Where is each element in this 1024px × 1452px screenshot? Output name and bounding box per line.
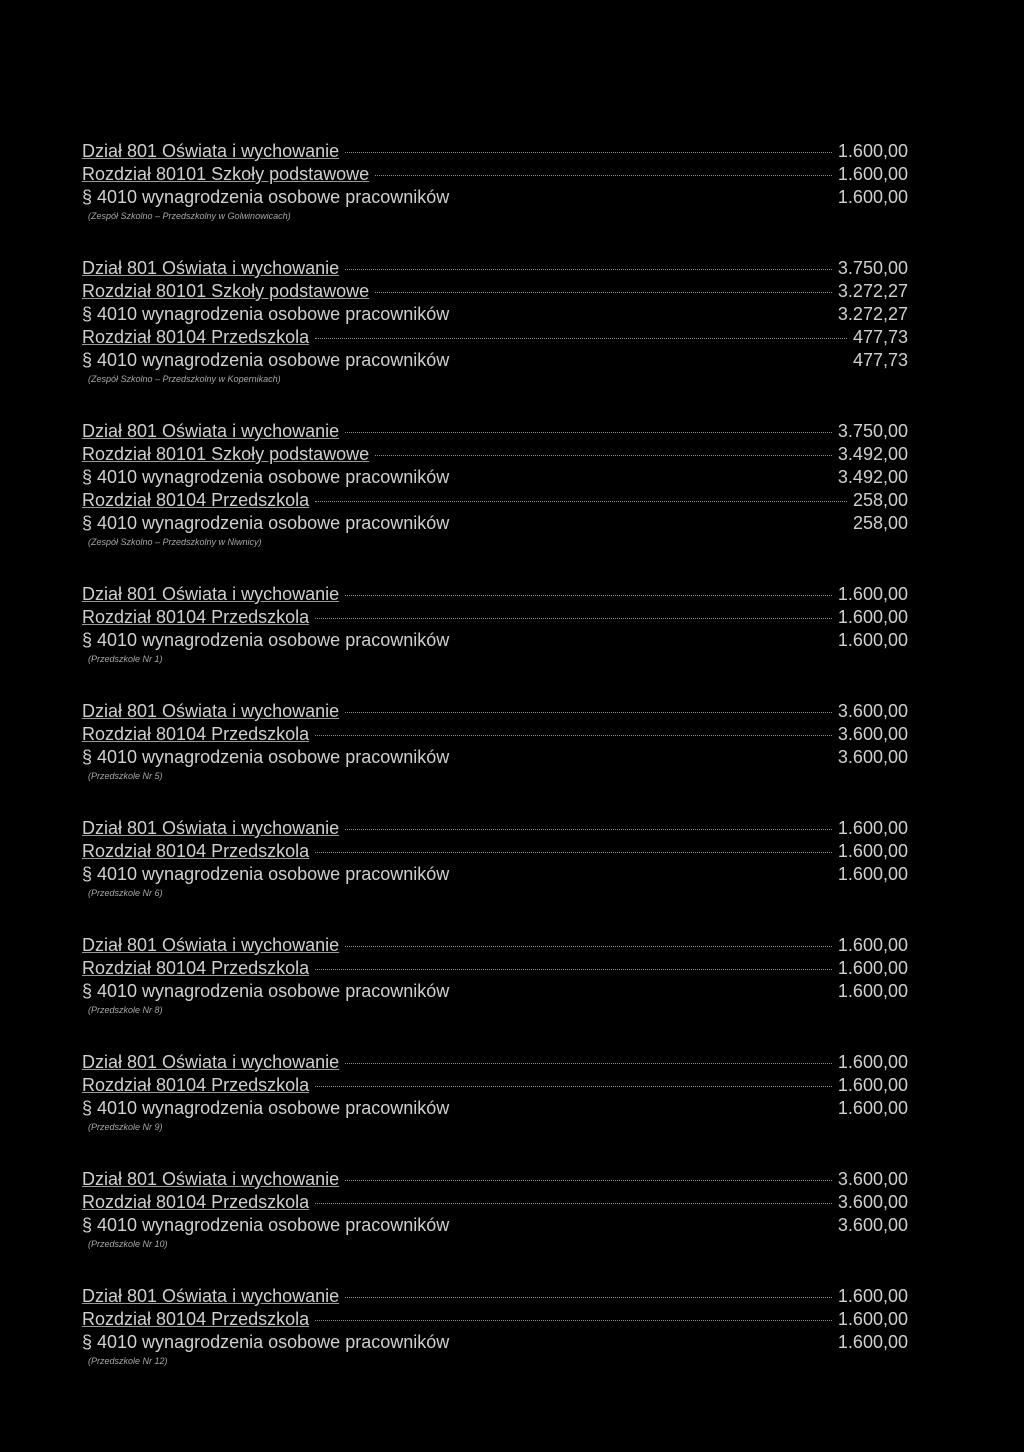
- dzial-row: [82, 817, 908, 840]
- dotted-leader: [345, 1297, 832, 1298]
- rozdzial-row: [82, 606, 908, 629]
- paragraf-amount: 3.492,00: [837, 467, 908, 487]
- dzial-amount: 1.600,00: [837, 935, 908, 955]
- paragraf-row: [82, 1214, 908, 1237]
- paragraf-label: § 4010 wynagrodzenia osobowe pracowników: [82, 1098, 450, 1118]
- rozdzial-label: Rozdział 80104 Przedszkola: [82, 490, 310, 510]
- rozdzial-row: [82, 1308, 908, 1331]
- institution-note: (Przedszkole Nr 1): [88, 654, 163, 664]
- rozdzial-amount: 258,00: [852, 490, 908, 510]
- paragraf-label: § 4010 wynagrodzenia osobowe pracowników: [82, 1215, 450, 1235]
- dotted-leader: [375, 175, 832, 176]
- rozdzial-label: Rozdział 80104 Przedszkola: [82, 607, 310, 627]
- paragraf-label: § 4010 wynagrodzenia osobowe pracowników: [82, 981, 450, 1001]
- dzial-amount: 1.600,00: [837, 1052, 908, 1072]
- institution-note: (Przedszkole Nr 5): [88, 771, 163, 781]
- dzial-amount: 1.600,00: [837, 141, 908, 161]
- budget-block: [82, 583, 908, 670]
- paragraf-row: [82, 186, 908, 209]
- dotted-leader: [315, 338, 847, 339]
- dotted-leader: [315, 1203, 832, 1204]
- paragraf-row: [82, 980, 908, 1003]
- paragraf-label: § 4010 wynagrodzenia osobowe pracowników: [82, 630, 450, 650]
- dzial-label: Dział 801 Oświata i wychowanie: [82, 818, 340, 838]
- budget-block: [82, 934, 908, 1021]
- institution-note: (Przedszkole Nr 9): [88, 1122, 163, 1132]
- rozdzial-amount: 3.272,27: [837, 281, 908, 301]
- rozdzial-label: Rozdział 80104 Przedszkola: [82, 724, 310, 744]
- dzial-row: [82, 257, 908, 280]
- paragraf-label: § 4010 wynagrodzenia osobowe pracowników: [82, 864, 450, 884]
- paragraf-label: § 4010 wynagrodzenia osobowe pracowników: [82, 513, 450, 533]
- dzial-row: [82, 583, 908, 606]
- rozdzial-label: Rozdział 80104 Przedszkola: [82, 958, 310, 978]
- dzial-row: [82, 934, 908, 957]
- rozdzial-amount: 477,73: [852, 327, 908, 347]
- institution-note: (Zespół Szkolno – Przedszkolny w Niwnicy): [88, 537, 262, 547]
- paragraf-label: § 4010 wynagrodzenia osobowe pracowników: [82, 1332, 450, 1352]
- budget-block: [82, 1285, 908, 1372]
- paragraf-amount: 477,73: [852, 350, 908, 370]
- paragraf-amount: 1.600,00: [837, 864, 908, 884]
- budget-block: [82, 700, 908, 787]
- dzial-amount: 1.600,00: [837, 584, 908, 604]
- rozdzial-row: [82, 326, 908, 349]
- rozdzial-label: Rozdział 80101 Szkoły podstawowe: [82, 281, 370, 301]
- paragraf-label: § 4010 wynagrodzenia osobowe pracowników: [82, 350, 450, 370]
- paragraf-amount: 3.600,00: [837, 1215, 908, 1235]
- paragraf-label: § 4010 wynagrodzenia osobowe pracowników: [82, 187, 450, 207]
- paragraf-amount: 258,00: [852, 513, 908, 533]
- rozdzial-row: [82, 1191, 908, 1214]
- paragraf-row: [82, 746, 908, 769]
- paragraf-label: § 4010 wynagrodzenia osobowe pracowników: [82, 747, 450, 767]
- rozdzial-label: Rozdział 80101 Szkoły podstawowe: [82, 444, 370, 464]
- paragraf-row: [82, 512, 908, 535]
- dotted-leader: [315, 1320, 832, 1321]
- rozdzial-amount: 3.600,00: [837, 724, 908, 744]
- dzial-label: Dział 801 Oświata i wychowanie: [82, 584, 340, 604]
- rozdzial-amount: 1.600,00: [837, 958, 908, 978]
- dzial-row: [82, 1168, 908, 1191]
- rozdzial-amount: 3.600,00: [837, 1192, 908, 1212]
- dotted-leader: [315, 735, 832, 736]
- dzial-amount: 1.600,00: [837, 818, 908, 838]
- dotted-leader: [315, 1086, 832, 1087]
- dotted-leader: [345, 946, 832, 947]
- paragraf-amount: 1.600,00: [837, 1098, 908, 1118]
- paragraf-row: [82, 303, 908, 326]
- paragraf-amount: 1.600,00: [837, 1332, 908, 1352]
- dotted-leader: [315, 852, 832, 853]
- budget-block: [82, 420, 908, 553]
- dotted-leader: [345, 712, 832, 713]
- rozdzial-amount: 3.492,00: [837, 444, 908, 464]
- paragraf-amount: 3.600,00: [837, 747, 908, 767]
- rozdzial-amount: 1.600,00: [837, 1075, 908, 1095]
- dotted-leader: [315, 618, 832, 619]
- dzial-amount: 1.600,00: [837, 1286, 908, 1306]
- dotted-leader: [345, 152, 832, 153]
- paragraf-row: [82, 466, 908, 489]
- paragraf-row: [82, 1097, 908, 1120]
- institution-note: (Przedszkole Nr 12): [88, 1356, 168, 1366]
- institution-note: (Przedszkole Nr 8): [88, 1005, 163, 1015]
- paragraf-row: [82, 629, 908, 652]
- dzial-label: Dział 801 Oświata i wychowanie: [82, 258, 340, 278]
- dzial-row: [82, 1285, 908, 1308]
- dzial-amount: 3.600,00: [837, 701, 908, 721]
- rozdzial-label: Rozdział 80104 Przedszkola: [82, 1309, 310, 1329]
- dzial-row: [82, 1051, 908, 1074]
- dzial-label: Dział 801 Oświata i wychowanie: [82, 935, 340, 955]
- rozdzial-label: Rozdział 80104 Przedszkola: [82, 1075, 310, 1095]
- rozdzial-row: [82, 840, 908, 863]
- budget-block: [82, 1051, 908, 1138]
- budget-block: [82, 257, 908, 390]
- budget-document: [82, 140, 908, 1402]
- rozdzial-row: [82, 489, 908, 512]
- dotted-leader: [345, 829, 832, 830]
- rozdzial-row: [82, 723, 908, 746]
- paragraf-label: § 4010 wynagrodzenia osobowe pracowników: [82, 467, 450, 487]
- paragraf-row: [82, 863, 908, 886]
- rozdzial-label: Rozdział 80101 Szkoły podstawowe: [82, 164, 370, 184]
- rozdzial-label: Rozdział 80104 Przedszkola: [82, 327, 310, 347]
- dotted-leader: [345, 1180, 832, 1181]
- dotted-leader: [345, 1063, 832, 1064]
- rozdzial-row: [82, 957, 908, 980]
- dzial-amount: 3.750,00: [837, 421, 908, 441]
- dzial-label: Dział 801 Oświata i wychowanie: [82, 1169, 340, 1189]
- rozdzial-label: Rozdział 80104 Przedszkola: [82, 1192, 310, 1212]
- dotted-leader: [345, 269, 832, 270]
- rozdzial-amount: 1.600,00: [837, 1309, 908, 1329]
- dotted-leader: [345, 432, 832, 433]
- rozdzial-row: [82, 280, 908, 303]
- dotted-leader: [375, 292, 832, 293]
- dzial-amount: 3.600,00: [837, 1169, 908, 1189]
- paragraf-amount: 3.272,27: [837, 304, 908, 324]
- rozdzial-amount: 1.600,00: [837, 841, 908, 861]
- institution-note: (Przedszkole Nr 10): [88, 1239, 168, 1249]
- dotted-leader: [345, 595, 832, 596]
- dzial-label: Dział 801 Oświata i wychowanie: [82, 701, 340, 721]
- paragraf-amount: 1.600,00: [837, 630, 908, 650]
- paragraf-amount: 1.600,00: [837, 981, 908, 1001]
- dzial-row: [82, 140, 908, 163]
- institution-note: (Zespół Szkolno – Przedszkolny w Golwinowicach): [88, 211, 291, 221]
- rozdzial-amount: 1.600,00: [837, 607, 908, 627]
- rozdzial-row: [82, 163, 908, 186]
- dotted-leader: [375, 455, 832, 456]
- paragraf-row: [82, 1331, 908, 1354]
- institution-note: (Zespół Szkolno – Przedszkolny w Kopernikach): [88, 374, 281, 384]
- rozdzial-row: [82, 443, 908, 466]
- dotted-leader: [315, 969, 832, 970]
- paragraf-label: § 4010 wynagrodzenia osobowe pracowników: [82, 304, 450, 324]
- dzial-label: Dział 801 Oświata i wychowanie: [82, 421, 340, 441]
- budget-block: [82, 817, 908, 904]
- dzial-row: [82, 700, 908, 723]
- budget-block: [82, 1168, 908, 1255]
- dzial-amount: 3.750,00: [837, 258, 908, 278]
- paragraf-amount: 1.600,00: [837, 187, 908, 207]
- dotted-leader: [315, 501, 847, 502]
- dzial-row: [82, 420, 908, 443]
- rozdzial-amount: 1.600,00: [837, 164, 908, 184]
- rozdzial-row: [82, 1074, 908, 1097]
- rozdzial-label: Rozdział 80104 Przedszkola: [82, 841, 310, 861]
- budget-block: [82, 140, 908, 227]
- paragraf-row: [82, 349, 908, 372]
- dzial-label: Dział 801 Oświata i wychowanie: [82, 1286, 340, 1306]
- dzial-label: Dział 801 Oświata i wychowanie: [82, 1052, 340, 1072]
- institution-note: (Przedszkole Nr 6): [88, 888, 163, 898]
- dzial-label: Dział 801 Oświata i wychowanie: [82, 141, 340, 161]
